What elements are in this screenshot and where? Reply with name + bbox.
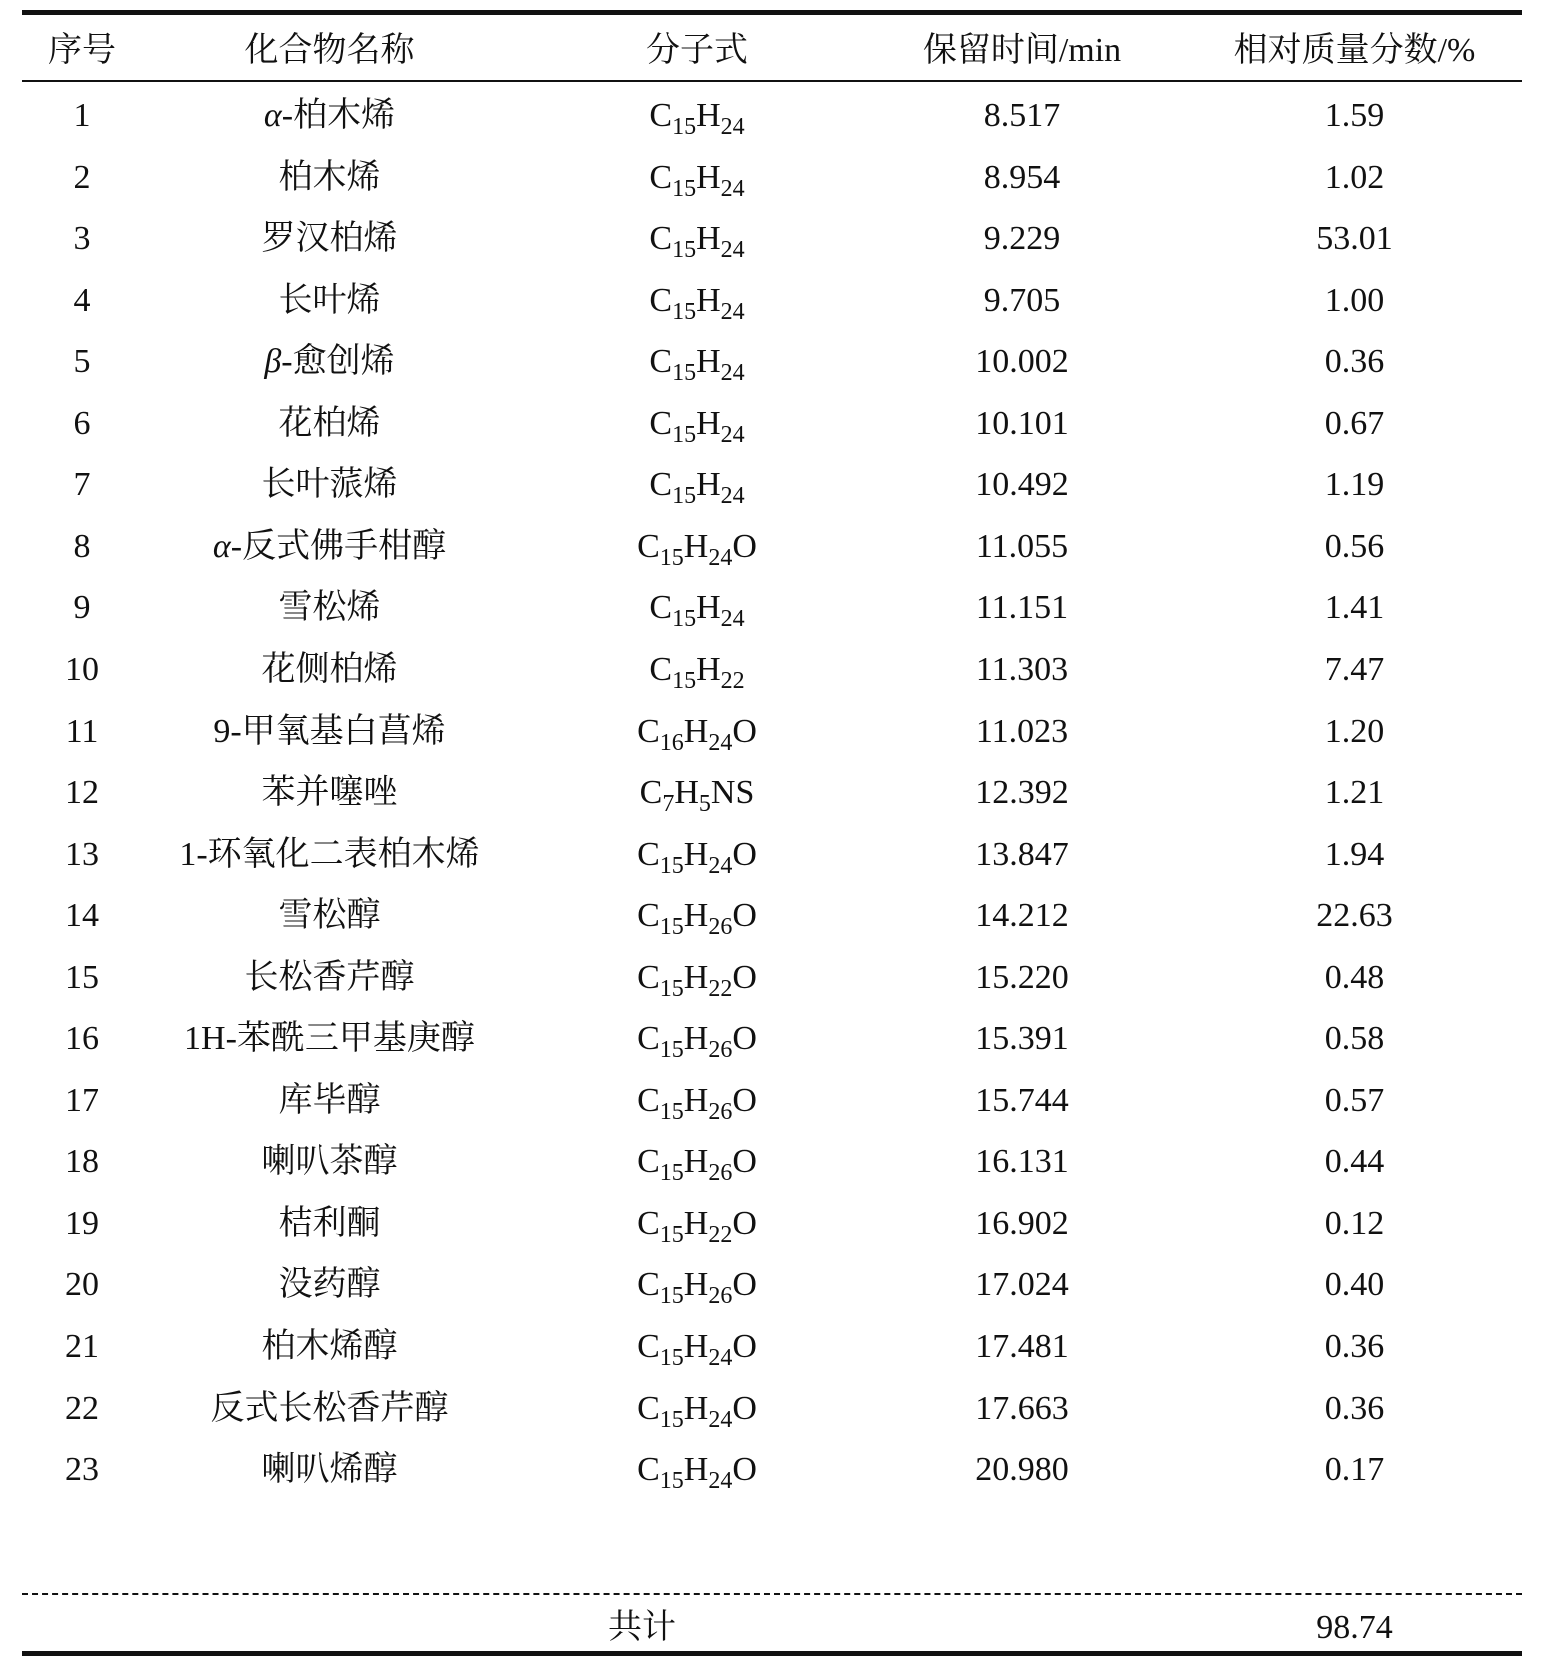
formula-subscript: 24 xyxy=(708,1406,733,1433)
formula-subscript: 15 xyxy=(659,1037,684,1064)
row-compound-name xyxy=(157,96,502,136)
formula-element: C xyxy=(637,1143,660,1181)
formula-element: H xyxy=(674,774,699,812)
row-relative-mass: 0.58 xyxy=(1324,1020,1385,1058)
formula-suffix: O xyxy=(732,958,757,996)
row-compound-name xyxy=(157,219,502,259)
compound-name-text: 柏木烯 xyxy=(278,158,381,196)
formula-element: C xyxy=(649,466,673,504)
table-row xyxy=(22,514,1522,580)
row-index: 17 xyxy=(65,1081,99,1119)
table-row xyxy=(22,329,1522,395)
compound-name-text: 花柏烯 xyxy=(278,404,381,442)
table-row xyxy=(22,822,1522,888)
row-formula xyxy=(582,1450,812,1495)
formula-element: C xyxy=(637,1451,660,1489)
table-row xyxy=(22,1314,1522,1380)
row-index: 2 xyxy=(73,158,91,196)
row-index: 10 xyxy=(65,650,99,688)
row-formula xyxy=(582,527,812,571)
formula-suffix: O xyxy=(732,835,757,873)
row-formula xyxy=(582,773,812,818)
row-retention-time: 20.980 xyxy=(975,1451,1069,1489)
row-compound-name xyxy=(157,1389,502,1429)
row-relative-mass: 1.41 xyxy=(1324,589,1385,627)
row-index: 18 xyxy=(65,1143,99,1181)
formula-element: C xyxy=(637,1389,660,1427)
formula-element: C xyxy=(637,1081,660,1119)
formula-subscript: 24 xyxy=(708,852,733,879)
formula-element: C xyxy=(639,774,663,812)
table-row xyxy=(22,760,1522,826)
header-formula: 分子式 xyxy=(646,32,748,69)
formula-subscript: 22 xyxy=(708,1221,733,1248)
formula-element: C xyxy=(637,897,660,935)
row-compound-name xyxy=(157,1019,502,1059)
compound-name-text: 长叶蒎烯 xyxy=(261,466,398,504)
formula-element: C xyxy=(649,650,673,688)
row-formula xyxy=(582,712,812,756)
compound-name-text: 罗汉柏烯 xyxy=(261,220,398,258)
row-relative-mass: 1.19 xyxy=(1324,466,1385,504)
formula-subscript: 24 xyxy=(720,175,745,202)
formula-subscript: 24 xyxy=(720,360,745,387)
formula-subscript: 15 xyxy=(672,667,697,694)
formula-subscript: 15 xyxy=(672,483,697,510)
row-index: 6 xyxy=(73,404,91,442)
row-relative-mass: 1.00 xyxy=(1324,281,1385,319)
row-formula xyxy=(582,1327,812,1371)
row-compound-name xyxy=(157,158,502,198)
table-row xyxy=(22,637,1522,703)
row-compound-name xyxy=(157,1081,502,1121)
row-index: 9 xyxy=(73,589,91,627)
row-formula xyxy=(582,958,812,1002)
table-row xyxy=(22,1252,1522,1318)
formula-suffix: O xyxy=(732,1143,757,1181)
formula-element: C xyxy=(637,527,660,565)
row-relative-mass: 0.17 xyxy=(1324,1451,1385,1489)
row-retention-time: 11.151 xyxy=(975,589,1069,627)
row-compound-name xyxy=(157,1204,502,1244)
table-row xyxy=(22,1191,1522,1257)
formula-subscript: 15 xyxy=(659,1468,684,1495)
row-index: 19 xyxy=(65,1204,99,1242)
row-index: 4 xyxy=(73,281,91,319)
row-index: 15 xyxy=(65,958,99,996)
table-row xyxy=(22,83,1522,149)
compound-name-text: 雪松醇 xyxy=(278,897,381,935)
header-name: 化合物名称 xyxy=(244,32,415,69)
header-relative-mass: 相对质量分数/% xyxy=(1233,32,1476,69)
row-compound-name xyxy=(157,958,502,998)
formula-element: C xyxy=(649,281,673,319)
table-row xyxy=(22,206,1522,272)
compound-name-text: 苯并噻唑 xyxy=(261,774,398,812)
header-row xyxy=(22,18,1522,84)
formula-element: H xyxy=(696,589,721,627)
formula-subscript: 24 xyxy=(720,114,745,140)
row-formula xyxy=(582,835,812,879)
table-row xyxy=(22,699,1522,765)
row-compound-name xyxy=(157,835,502,875)
row-relative-mass: 0.36 xyxy=(1324,1389,1385,1427)
formula-subscript: 15 xyxy=(672,114,697,140)
row-formula xyxy=(582,404,812,448)
formula-suffix: O xyxy=(732,1020,757,1058)
formula-subscript: 26 xyxy=(708,1160,733,1187)
row-formula xyxy=(582,588,812,633)
formula-element: C xyxy=(649,158,673,196)
formula-subscript: 24 xyxy=(720,237,745,264)
formula-subscript: 24 xyxy=(720,298,745,325)
formula-subscript: 15 xyxy=(659,1160,684,1187)
row-relative-mass: 22.63 xyxy=(1316,897,1393,935)
row-relative-mass: 0.48 xyxy=(1324,958,1385,996)
formula-subscript: 15 xyxy=(672,421,697,448)
formula-subscript: 24 xyxy=(720,606,745,633)
row-compound-name xyxy=(157,281,502,321)
formula-subscript: 15 xyxy=(659,1345,684,1371)
row-index: 20 xyxy=(65,1266,99,1304)
row-compound-name xyxy=(157,342,502,382)
row-retention-time: 11.023 xyxy=(975,712,1069,750)
top-rule xyxy=(22,10,1522,15)
row-index: 1 xyxy=(73,97,91,134)
compound-name-text: 没药醇 xyxy=(278,1266,381,1304)
row-retention-time: 15.220 xyxy=(975,958,1069,996)
formula-subscript: 26 xyxy=(708,1037,733,1064)
row-retention-time: 17.024 xyxy=(975,1266,1069,1304)
compound-name-text: 长松香芹醇 xyxy=(244,958,415,996)
table-row xyxy=(22,1006,1522,1072)
row-relative-mass: 1.20 xyxy=(1324,712,1385,750)
table-row xyxy=(22,145,1522,211)
row-formula xyxy=(582,1142,812,1187)
row-formula xyxy=(582,1019,812,1064)
table-row xyxy=(22,391,1522,457)
formula-element: H xyxy=(683,712,709,750)
formula-subscript: 7 xyxy=(662,791,675,818)
compound-name-text: 1-环氧化二表柏木烯 xyxy=(179,835,480,873)
formula-element: C xyxy=(649,220,673,258)
formula-subscript: 15 xyxy=(672,606,697,633)
formula-element: H xyxy=(696,220,721,258)
row-retention-time: 14.212 xyxy=(975,897,1069,935)
row-formula xyxy=(582,158,812,202)
row-relative-mass: 0.44 xyxy=(1324,1143,1385,1181)
formula-suffix: O xyxy=(732,1266,757,1304)
formula-subscript: 16 xyxy=(659,729,684,756)
row-formula xyxy=(582,1081,812,1125)
compound-name-text: 喇叭烯醇 xyxy=(261,1451,398,1489)
row-retention-time: 10.492 xyxy=(975,466,1069,504)
bottom-rule xyxy=(22,1651,1522,1656)
row-compound-name xyxy=(157,1327,502,1367)
row-retention-time: 9.229 xyxy=(983,220,1061,258)
formula-subscript: 26 xyxy=(708,914,733,941)
formula-subscript: 24 xyxy=(708,729,733,756)
row-index: 7 xyxy=(73,466,91,504)
formula-element: C xyxy=(637,712,660,750)
table-row xyxy=(22,1437,1522,1503)
formula-subscript: 15 xyxy=(659,975,684,1002)
row-index: 21 xyxy=(65,1328,99,1365)
row-compound-name xyxy=(157,465,502,505)
row-compound-name xyxy=(157,1450,502,1490)
table-row xyxy=(22,945,1522,1011)
row-retention-time: 11.303 xyxy=(975,650,1069,688)
formula-subscript: 15 xyxy=(672,298,697,325)
formula-subscript: 24 xyxy=(708,544,733,571)
formula-element: H xyxy=(683,1081,709,1119)
formula-subscript: 15 xyxy=(659,1406,684,1433)
formula-element: H xyxy=(696,650,721,688)
formula-element: H xyxy=(683,1451,709,1489)
formula-subscript: 24 xyxy=(708,1345,733,1371)
row-index: 8 xyxy=(73,527,91,565)
formula-element: H xyxy=(683,1328,709,1365)
formula-element: C xyxy=(637,1204,660,1242)
formula-suffix: O xyxy=(732,712,757,750)
formula-element: C xyxy=(649,97,673,134)
formula-element: C xyxy=(637,1328,660,1365)
formula-subscript: 22 xyxy=(720,667,745,694)
compound-name-text: -反式佛手柑醇 xyxy=(230,527,447,565)
row-retention-time: 15.744 xyxy=(975,1081,1069,1119)
formula-subscript: 15 xyxy=(659,1221,684,1248)
table-row xyxy=(22,268,1522,334)
formula-element: H xyxy=(683,1266,709,1304)
formula-subscript: 15 xyxy=(672,360,697,387)
row-index: 11 xyxy=(65,712,99,750)
compound-name-text: -愈创烯 xyxy=(281,343,395,381)
row-formula xyxy=(582,1389,812,1433)
row-formula xyxy=(582,1204,812,1248)
formula-suffix: O xyxy=(732,1204,757,1242)
row-index: 16 xyxy=(65,1020,99,1058)
table-row xyxy=(22,452,1522,518)
row-index: 22 xyxy=(65,1389,99,1427)
row-retention-time: 16.131 xyxy=(975,1143,1069,1181)
formula-subscript: 22 xyxy=(708,975,733,1002)
formula-subscript: 15 xyxy=(672,237,697,264)
formula-element: C xyxy=(637,835,660,873)
row-relative-mass: 0.36 xyxy=(1324,343,1385,381)
greek-prefix: α xyxy=(212,527,231,565)
row-formula xyxy=(582,281,812,325)
greek-prefix: β xyxy=(264,343,282,381)
row-formula xyxy=(582,219,812,264)
table-row xyxy=(22,1129,1522,1195)
compound-name-text: 桔利酮 xyxy=(278,1204,381,1242)
row-retention-time: 8.954 xyxy=(983,158,1061,196)
compound-name-text: 喇叭茶醇 xyxy=(261,1143,398,1181)
row-retention-time: 17.481 xyxy=(975,1328,1069,1365)
formula-suffix: O xyxy=(732,897,757,935)
table-row xyxy=(22,1068,1522,1134)
compound-name-text: 1H-苯酰三甲基庚醇 xyxy=(184,1020,475,1058)
formula-subscript: 24 xyxy=(720,483,745,510)
row-relative-mass: 0.40 xyxy=(1324,1266,1385,1304)
formula-subscript: 26 xyxy=(708,1283,733,1310)
row-formula xyxy=(582,465,812,510)
formula-suffix: O xyxy=(732,1328,757,1365)
formula-element: H xyxy=(683,1143,709,1181)
formula-suffix: NS xyxy=(710,774,755,812)
formula-element: C xyxy=(637,1266,660,1304)
formula-element: H xyxy=(683,958,709,996)
formula-suffix: O xyxy=(732,1451,757,1489)
row-relative-mass: 7.47 xyxy=(1324,650,1385,688)
row-relative-mass: 0.67 xyxy=(1324,404,1385,442)
formula-suffix: O xyxy=(732,1081,757,1119)
row-relative-mass: 1.59 xyxy=(1324,97,1385,134)
formula-element: H xyxy=(696,97,721,134)
row-retention-time: 13.847 xyxy=(975,835,1069,873)
formula-subscript: 24 xyxy=(708,1468,733,1495)
compound-name-text: -柏木烯 xyxy=(281,97,396,134)
formula-element: H xyxy=(683,835,709,873)
formula-subscript: 15 xyxy=(659,852,684,879)
compound-name-text: 9-甲氧基白菖烯 xyxy=(213,712,446,750)
row-index: 14 xyxy=(65,897,99,935)
row-index: 3 xyxy=(73,220,91,258)
row-index: 12 xyxy=(65,774,99,812)
row-compound-name xyxy=(157,650,502,690)
formula-element: H xyxy=(683,527,709,565)
greek-prefix: α xyxy=(263,97,282,134)
row-compound-name xyxy=(157,1142,502,1182)
formula-element: C xyxy=(637,1020,660,1058)
formula-element: C xyxy=(649,589,673,627)
formula-subscript: 26 xyxy=(708,1098,733,1125)
row-retention-time: 10.002 xyxy=(975,343,1069,381)
formula-suffix: O xyxy=(732,1389,757,1427)
row-relative-mass: 1.21 xyxy=(1324,774,1385,812)
row-relative-mass: 0.12 xyxy=(1324,1204,1385,1242)
row-compound-name xyxy=(157,773,502,813)
table-row xyxy=(22,883,1522,949)
formula-subscript: 15 xyxy=(659,914,684,941)
row-formula xyxy=(582,96,812,140)
row-retention-time: 12.392 xyxy=(975,774,1069,812)
total-percent: 98.74 xyxy=(1316,1609,1393,1646)
row-retention-time: 9.705 xyxy=(983,281,1061,319)
row-retention-time: 8.517 xyxy=(983,97,1061,134)
formula-element: C xyxy=(637,958,660,996)
formula-subscript: 24 xyxy=(720,421,745,448)
row-relative-mass: 1.02 xyxy=(1324,158,1385,196)
compound-name-text: 雪松烯 xyxy=(278,589,381,627)
header-rule xyxy=(22,80,1522,82)
header-retention-time: 保留时间/min xyxy=(922,32,1122,69)
row-formula xyxy=(582,342,812,387)
compound-name-text: 长叶烯 xyxy=(278,281,381,319)
row-relative-mass: 0.56 xyxy=(1324,527,1385,565)
formula-subscript: 15 xyxy=(659,1283,684,1310)
row-relative-mass: 0.57 xyxy=(1324,1081,1385,1119)
formula-element: H xyxy=(683,1389,709,1427)
formula-subscript: 15 xyxy=(659,1098,684,1125)
row-formula xyxy=(582,896,812,941)
row-index: 5 xyxy=(73,343,91,381)
compound-name-text: 库毕醇 xyxy=(278,1081,381,1119)
row-formula xyxy=(582,650,812,694)
row-retention-time: 16.902 xyxy=(975,1204,1069,1242)
formula-element: C xyxy=(649,343,673,381)
row-retention-time: 10.101 xyxy=(975,404,1069,442)
formula-element: H xyxy=(696,281,721,319)
row-index: 13 xyxy=(65,835,99,873)
table-row xyxy=(22,575,1522,641)
formula-element: H xyxy=(696,343,721,381)
formula-element: H xyxy=(696,158,721,196)
header-index: 序号 xyxy=(48,32,116,69)
formula-element: H xyxy=(683,1020,709,1058)
row-relative-mass: 1.94 xyxy=(1324,835,1385,873)
formula-element: H xyxy=(683,1204,709,1242)
formula-element: H xyxy=(696,466,721,504)
row-compound-name xyxy=(157,588,502,628)
formula-element: H xyxy=(683,897,709,935)
row-relative-mass: 53.01 xyxy=(1316,220,1393,258)
formula-element: H xyxy=(696,404,721,442)
formula-suffix: O xyxy=(732,527,757,565)
row-compound-name xyxy=(157,404,502,444)
row-retention-time: 15.391 xyxy=(975,1020,1069,1058)
row-compound-name xyxy=(157,1265,502,1305)
row-retention-time: 17.663 xyxy=(975,1389,1069,1427)
formula-subscript: 15 xyxy=(659,544,684,571)
row-retention-time: 11.055 xyxy=(975,527,1069,565)
compound-name-text: 反式长松香芹醇 xyxy=(210,1389,449,1427)
formula-subscript: 5 xyxy=(698,791,711,818)
row-compound-name xyxy=(157,896,502,936)
row-compound-name xyxy=(157,712,502,752)
formula-subscript: 15 xyxy=(672,175,697,202)
compound-name-text: 花侧柏烯 xyxy=(261,650,398,688)
row-formula xyxy=(582,1265,812,1310)
total-label: 共计 xyxy=(608,1609,676,1646)
compound-name-text: 柏木烯醇 xyxy=(261,1328,398,1365)
table-row xyxy=(22,1376,1522,1442)
row-compound-name xyxy=(157,527,502,567)
formula-element: C xyxy=(649,404,673,442)
row-index: 23 xyxy=(65,1451,99,1489)
row-relative-mass: 0.36 xyxy=(1324,1328,1385,1365)
